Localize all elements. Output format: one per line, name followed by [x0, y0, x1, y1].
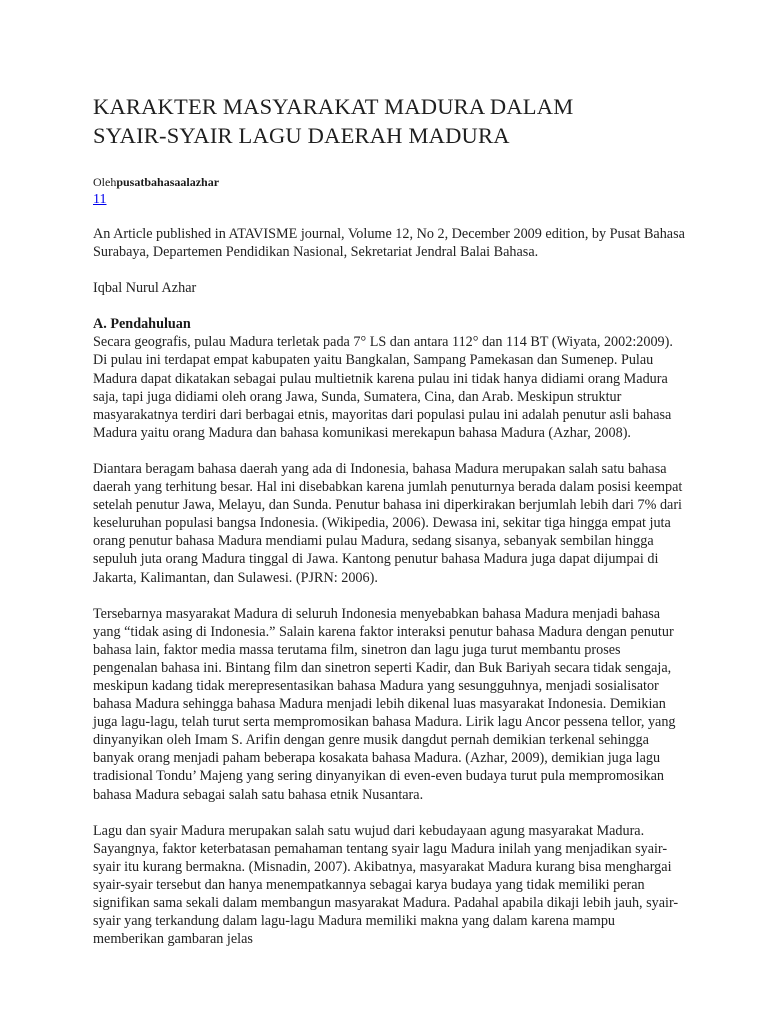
article-title — [93, 92, 688, 150]
body-paragraph-4: Lagu dan syair Madura merupakan salah satu wujud dari kebudayaan agung masyarakat Madura. Sayangnya, faktor keterbatasan pemahaman tentang syair lagu Madura inilah yang menjadikan syair-syair itu kurang bermakna. (Misnadin, 2007). Akibatnya, masyarakat Madura kurang bisa menghargai syair-syair tersebut dan hanya menempatkannya sebagai karya budaya yang tidak memiliki peran signifikan sama sekali dalam membangun masyarakat Madura. Padahal apabila dikaji lebih jauh, syair-syair yang terkandung dalam lagu-lagu Madura memiliki makna yang dalam karena mampu memberikan gambaran jelas — [93, 822, 679, 948]
title-line-2: SYAIR-SYAIR LAGU DAERAH MADURA — [93, 123, 510, 148]
byline-prefix: Oleh — [93, 175, 117, 189]
title-line-1: KARAKTER MASYARAKAT MADURA DALAM — [93, 94, 574, 119]
body-paragraph-2: Diantara beragam bahasa daerah yang ada di Indonesia, bahasa Madura merupakan salah satu bahasa daerah yang terhitung besar. Hal ini disebabkan karena jumlah penuturnya berada dalam posisi keempat setelah penutur Jawa, Melayu, dan Sunda. Penutur bahasa ini diperkirakan berjumlah lebih dari 7% dari keseluruhan populasi bangsa Indonesia. (Wikipedia, 2006). Dewasa ini, sekitar tiga hingga empat juta orang penutur bahasa Madura mendiami pulau Madura, sedang sisanya, sebanyak sembilan hingga sepuluh juta orang Madura tinggal di Jawa. Kantong penutur bahasa Madura juga dapat dijumpai di Jakarta, Kalimantan, dan Sulawesi. (PJRN: 2006). — [93, 460, 683, 586]
byline-author[interactable]: pusatbahasaalazhar — [116, 175, 220, 189]
intro-paragraph: An Article published in ATAVISME journal, Volume 12, No 2, December 2009 edition, by Pusat Bahasa Surabaya, Departemen Pendidikan Nasional, Sekretariat Jendral Balai Bahasa. — [93, 226, 685, 261]
byline — [93, 174, 688, 190]
body-paragraph-3: Tersebarnya masyarakat Madura di seluruh Indonesia menyebabkan bahasa Madura menjadi bahasa yang “tidak asing di Indonesia.” Salain karena faktor interaksi penutur bahasa Madura dengan penutur bahasa lain, faktor media massa terutama film, sinetron dan lagu juga turut membantu proses pengenalan bahasa ini. Bintang film dan sinetron seperti Kadir, dan Buk Bariyah secara tidak sengaja, meskipun kadang tidak merepresentasikan bahasa Madura yang sesungguhnya, menjadi sosialisator bahasa Madura sehingga bahasa Madura menjadi lebih dikenal luas masyarakat Indonesia. Demikian juga lagu-lagu, telah turut serta mempromosikan bahasa Madura. Lirik lagu Ancor pessena tellor, yang dinyanyikan oleh Imam S. Arifin dengan genre musik dangdut pernah demikian terkenal sehingga banyak orang menjadi paham beberapa kosakata bahasa Madura. (Azhar, 2009), demikian juga lagu tradisional Tondu’ Majeng yang sering dinyanyikan di even-even budaya turut pula mempromosikan bahasa Madura sebagai salah satu bahasa etnik Nusantara. — [93, 605, 676, 803]
author-name: Iqbal Nurul Azhar — [93, 280, 197, 297]
section-pendahuluan — [93, 315, 688, 442]
body-paragraph-1: Secara geografis, pulau Madura terletak pada 7° LS dan antara 112° dan 114 BT (Wiyata, 2002:2009). Di pulau ini terdapat empat kabupaten yaitu Bangkalan, Sampang Pamekasan dan Sumenep. Pulau Madura dapat dikatakan sebagai pulau multietnik karena pulau ini tidak hanya didiami orang Madura saja, tapi juga didiami oleh orang Jawa, Sunda, Sumatera, Cina, dan Arab. Meskipun struktur masyarakatnya terdiri dari berbagai etnis, mayoritas dari populasi pulau ini adalah penutur asli bahasa Madura yaitu orang Madura dan bahasa komunikasi merekapun bahasa Madura (Azhar, 2008). — [93, 334, 673, 441]
count-link[interactable]: 11 — [93, 192, 107, 207]
section-title: A. Pendahuluan — [93, 316, 191, 333]
